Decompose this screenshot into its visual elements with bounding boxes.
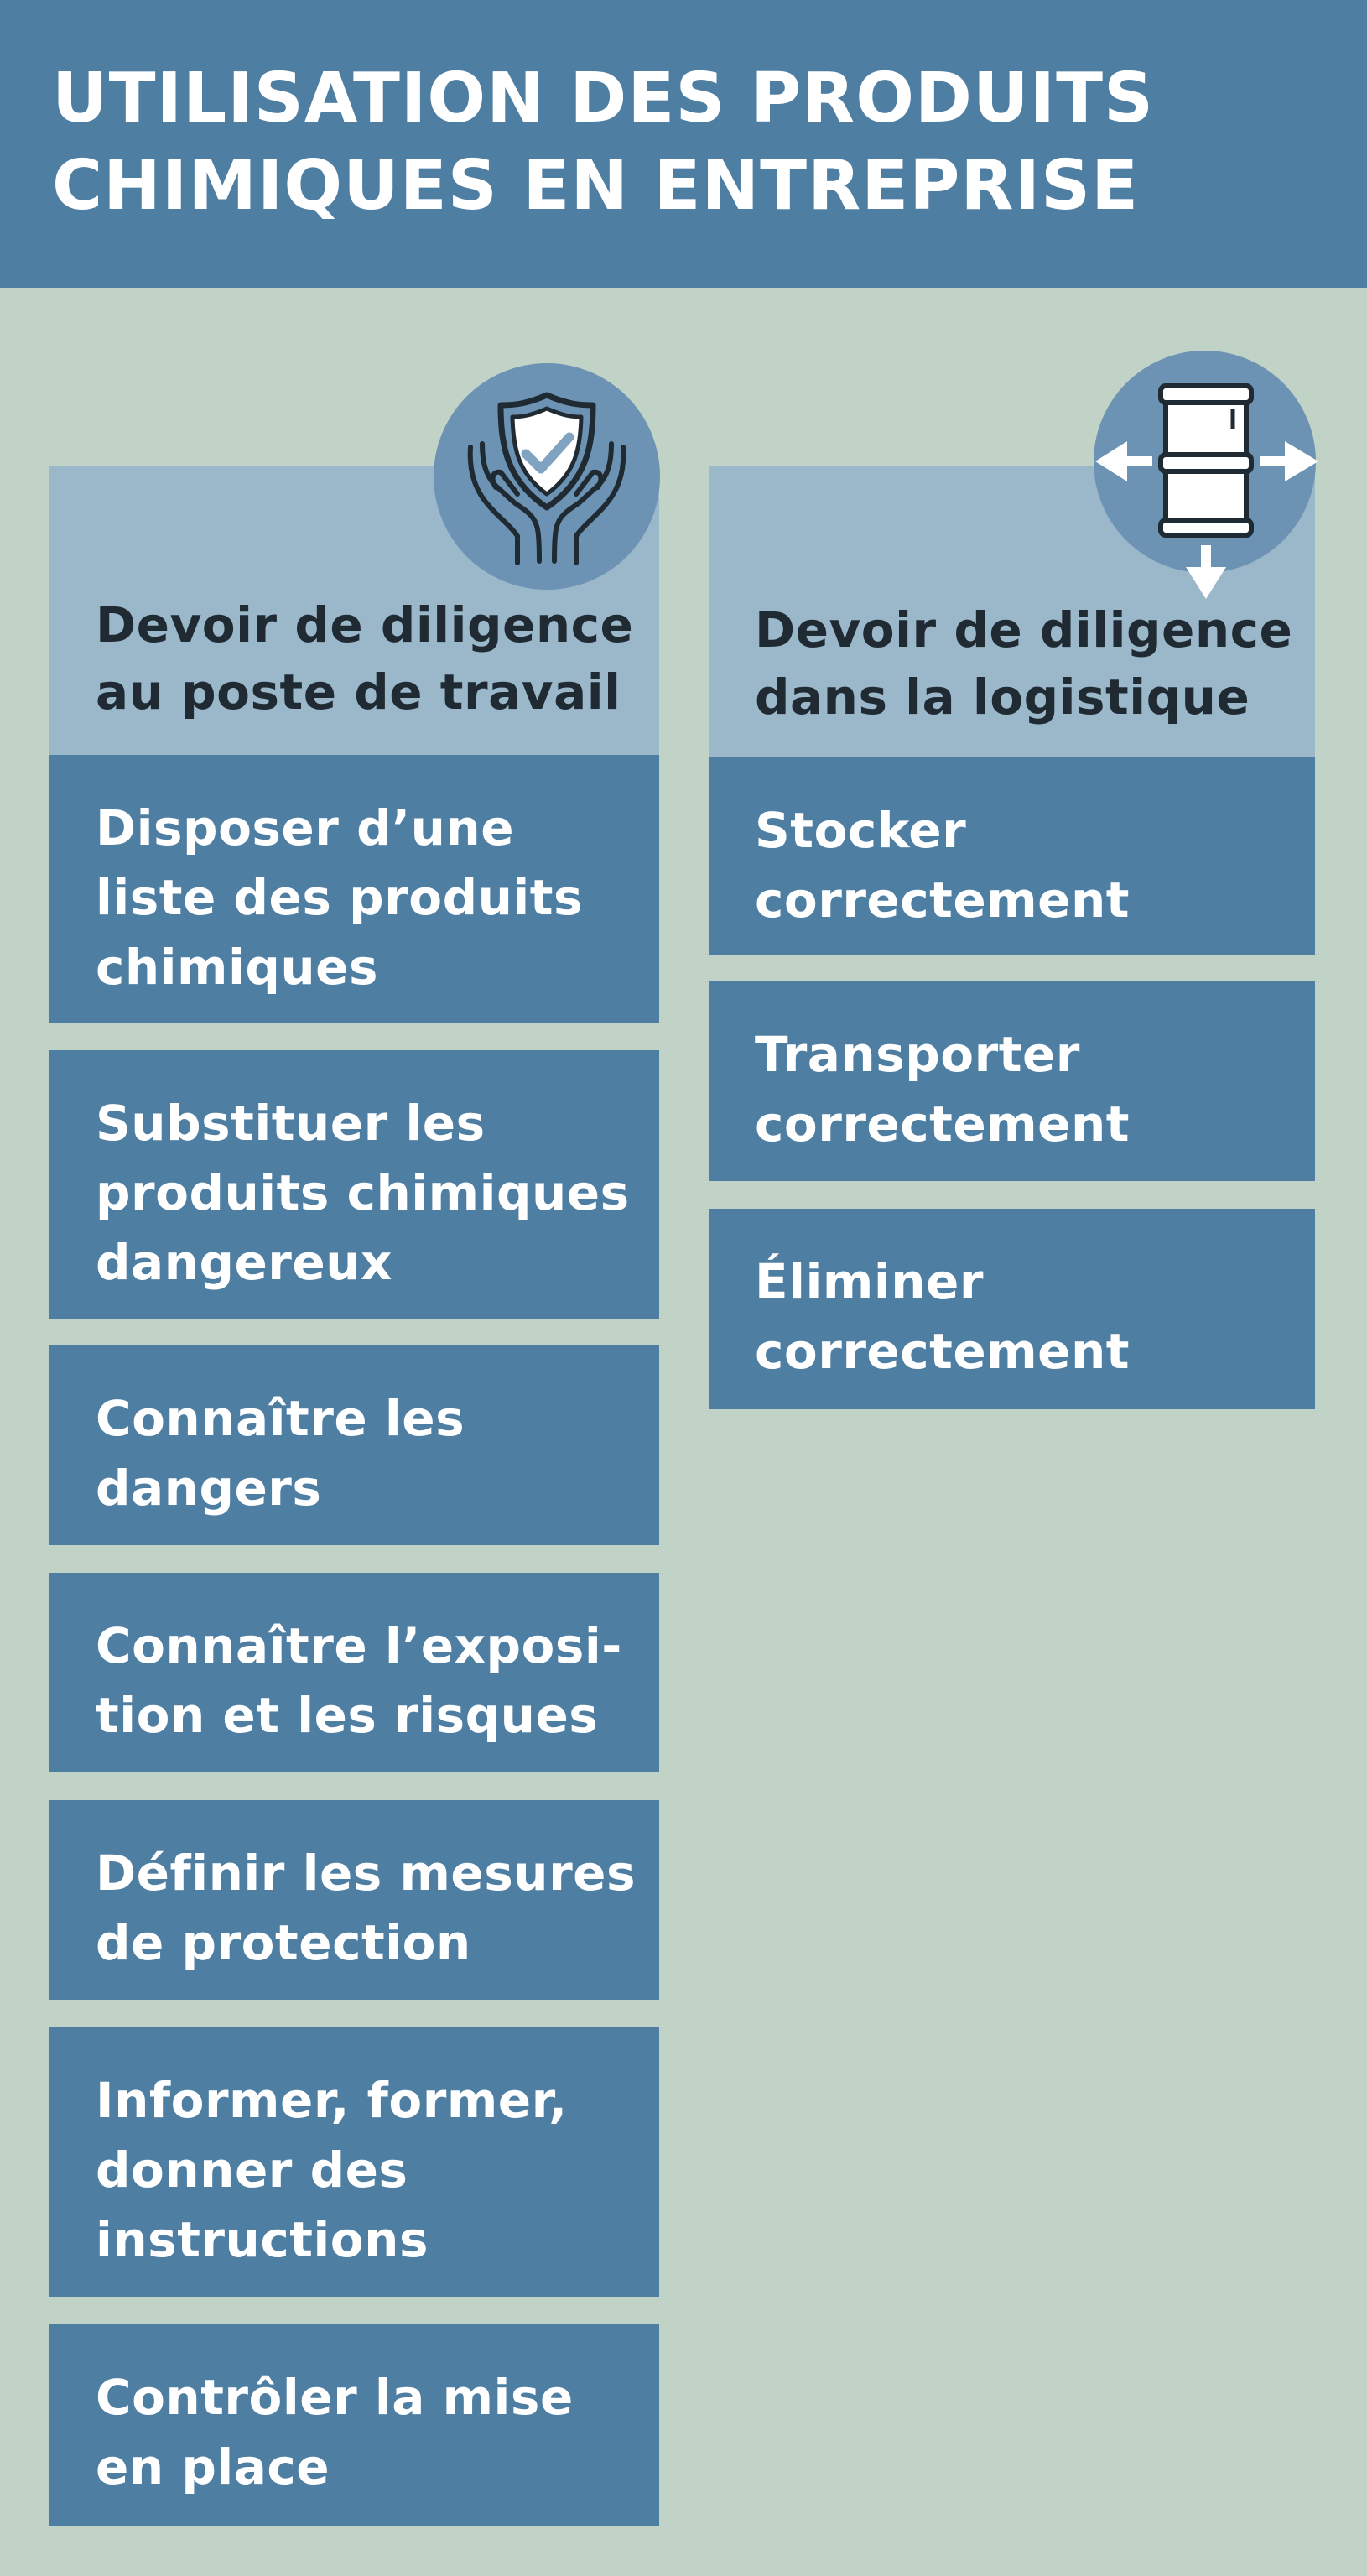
task-line: dangers [96,1460,322,1517]
task-line: Éliminer [755,1253,984,1310]
task-line: de protection [96,1914,471,1971]
page-title [52,55,1310,230]
task-box [709,1209,1315,1409]
task-box [49,2324,659,2526]
task-box [49,755,659,1023]
task-box [49,2027,659,2297]
task-line: liste des produits [96,869,584,926]
task-box [709,757,1315,955]
task-line: Transporter [755,1026,1080,1083]
task-line: produits chimiques [96,1164,630,1221]
task-line: Définir les mesures [96,1845,637,1902]
column-title-line: Devoir de diligence [755,601,1293,658]
task-box [49,1050,659,1319]
task-line: Stocker [755,802,967,859]
column-title-line: Devoir de diligence [96,596,634,653]
task-line: chimiques [96,939,379,996]
task-line: donner des [96,2141,408,2199]
shield-check-hands-icon [434,363,660,590]
task-box [49,1800,659,2000]
task-line: Informer, former, [96,2072,568,2129]
page-header [0,0,1367,288]
task-line: instructions [96,2211,429,2268]
task-line: tion et les risques [96,1687,599,1744]
page-title-line: CHIMIQUES EN ENTREPRISE [52,146,1140,226]
column-title-line: au poste de travail [96,664,621,721]
task-line: Connaître les [96,1390,465,1447]
task-line: en place [96,2438,330,2495]
task-box [49,1345,659,1545]
task-line: Connaître l’exposi- [96,1617,622,1674]
task-line: correctement [755,872,1131,929]
task-line: Contrôler la mise [96,2369,574,2426]
task-box [49,1573,659,1772]
task-box [709,981,1315,1181]
task-line: Substituer les [96,1095,486,1152]
task-line: correctement [755,1323,1131,1380]
barrel-arrows-icon [1094,351,1316,573]
column-title [755,596,1292,731]
task-line: Disposer d’une [96,799,515,856]
task-line: correctement [755,1095,1131,1153]
column-title-line: dans la logistique [755,669,1250,726]
task-line: dangereux [96,1234,392,1291]
column-title [96,591,633,726]
page-title-line: UTILISATION DES PRODUITS [52,59,1155,138]
